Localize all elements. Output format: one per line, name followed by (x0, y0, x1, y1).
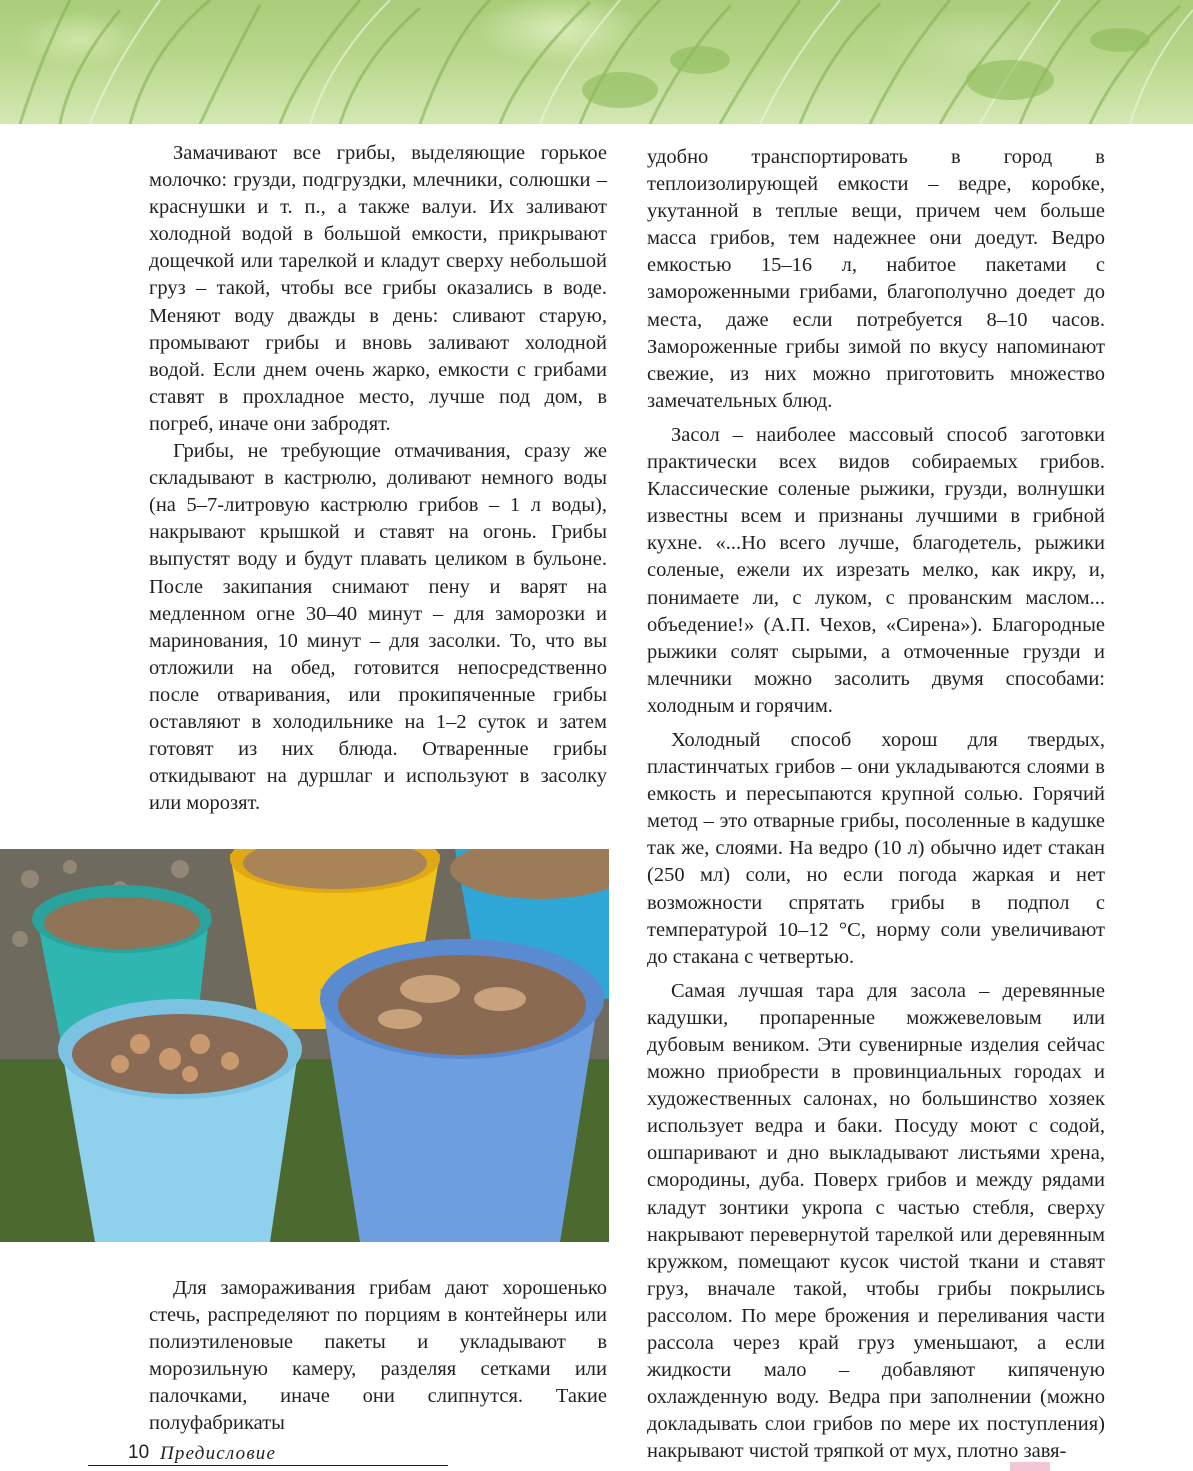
paragraph: Холодный способ хорош для твердых, пластинчатых грибов – они укладываются слоями в емкость и пересыпаются крупной солью. Горячий метод – это отварные грибы, посоленные в кадушке так же, слоями. На ведро (10 л) обычно идет стакан (250 мл) соли, но если погода жаркая и нет возможности спрятать грибы в подпол с температурой 10–12 °С, норму соли увеличивают до стакана с четвертью. (647, 728, 1105, 968)
paragraph: Засол – наиболее массовый способ заготовки практически всех видов собираемых грибов. Классические соленые рыжики, грузди, волнушки известны всем и признаны лучшими в грибной кухне. «...Но всего лучше, благодетель, рыжики соленые, ежели их изрезать мелко, как икру, и, понимаете ли, с луком, с прованским маслом... объедение!» (А.П. Чехов, «Сирена»). Благородные рыжики солят сырыми, а отмоченные грузди и млечники можно засолить двумя способами: холодным и горячим. (647, 423, 1105, 717)
lower-left-text (149, 1275, 607, 1438)
paragraph: Замачивают все грибы, выделяющие горькое молочко: грузди, подгруздки, млечники, солюшки – краснушки и т. п., а также валуи. Их заливают холодной водой в большой емкости, прикрывают дощечкой или тарелкой и кладут сверху небольшой груз – такой, чтобы все грибы оказались в воде. Меняют воду дважды в день: сливают старую, промывают грибы и вновь заливают холодной водой. Если днем очень жарко, емкости с грибами ставят в прохладное место, лучше под дом, в погреб, иначе они забродят. (149, 142, 607, 435)
corner-color-mark (1010, 1462, 1050, 1471)
left-text-column (149, 140, 607, 817)
page-number: 10 (128, 1442, 150, 1463)
footer-rule (88, 1465, 448, 1466)
mushroom-buckets-photo (0, 849, 609, 1242)
paragraph: Самая лучшая тара для засола – деревянные кадушки, пропаренные можжевеловым или дубовым веником. Эти сувенирные изделия сейчас можно приобрести в провинциальных городах и художественных салонах, но большинство хозяек использует ведра и баки. Посуду моют с содой, ошпаривают и дно выкладывают листьями хрена, смородины, дуба. Поверх грибов и между рядами кладут зонтики укропа с частью стебля, сверху накрывают перевернутой тарелкой или деревянным кружком, помещают кусок чистой ткани и ставят груз, вначале такой, чтобы грибы покрылись рассолом. По мере брожения и переливания части рассола через край груз уменьшают, а если жидкости мало – добавляют кипяченую охлажденную воду. Ведра при заполнении (можно докладывать слои грибов по мере их поступления) накрывают чистой тряпкой от мух, плотно завя- (647, 979, 1105, 1463)
grass-header-image (0, 0, 1193, 124)
buckets-illustration (0, 849, 609, 1242)
paragraph: Грибы, не требующие отмачивания, сразу же складывают в кастрюлю, доливают немного воды (на 5–7-литровую кастрюлю грибов – 1 л воды), накрывают крышкой и ставят на огонь. Грибы выпустят воду и будут плавать целиком в бульоне. После закипания снимают пену и варят на медленном огне 30–40 минут – для заморозки и маринования, 10 минут – для засолки. То, что вы отложили на обед, готовится непосредственно после отваривания, или прокипяченные грибы оставляют в холодильнике на 1–2 суток и затем готовят из них блюда. Отваренные грибы откидывают на дуршлаг и используют в засолку или морозят. (149, 440, 607, 815)
right-text-column (647, 144, 1105, 1466)
grass-blades-graphic (0, 0, 1193, 124)
page-footer (88, 1440, 448, 1466)
section-title: Предисловие (160, 1443, 277, 1464)
paragraph: Для замораживания грибам дают хорошенько стечь, распределяют по порциям в контейнеры или полиэтиленовые пакеты и укладывают в морозильную камеру, разделяя сетками или палочками, иначе они слипнутся. Такие полуфабрикаты (149, 1277, 607, 1435)
paragraph-continuation: удобно транспортировать в город в теплоизолирующей емкости – ведре, коробке, укутанной в теплые вещи, причем чем больше масса грибов, тем надежнее они доедут. Ведро емкостью 15–16 л, набитое пакетами с замороженными грибами, благополучно доедет до места, даже если потребуется 8–10 часов. Замороженные грибы зимой по вкусу напоминают свежие, из них можно приготовить множество замечательных блюд. (647, 146, 1105, 412)
